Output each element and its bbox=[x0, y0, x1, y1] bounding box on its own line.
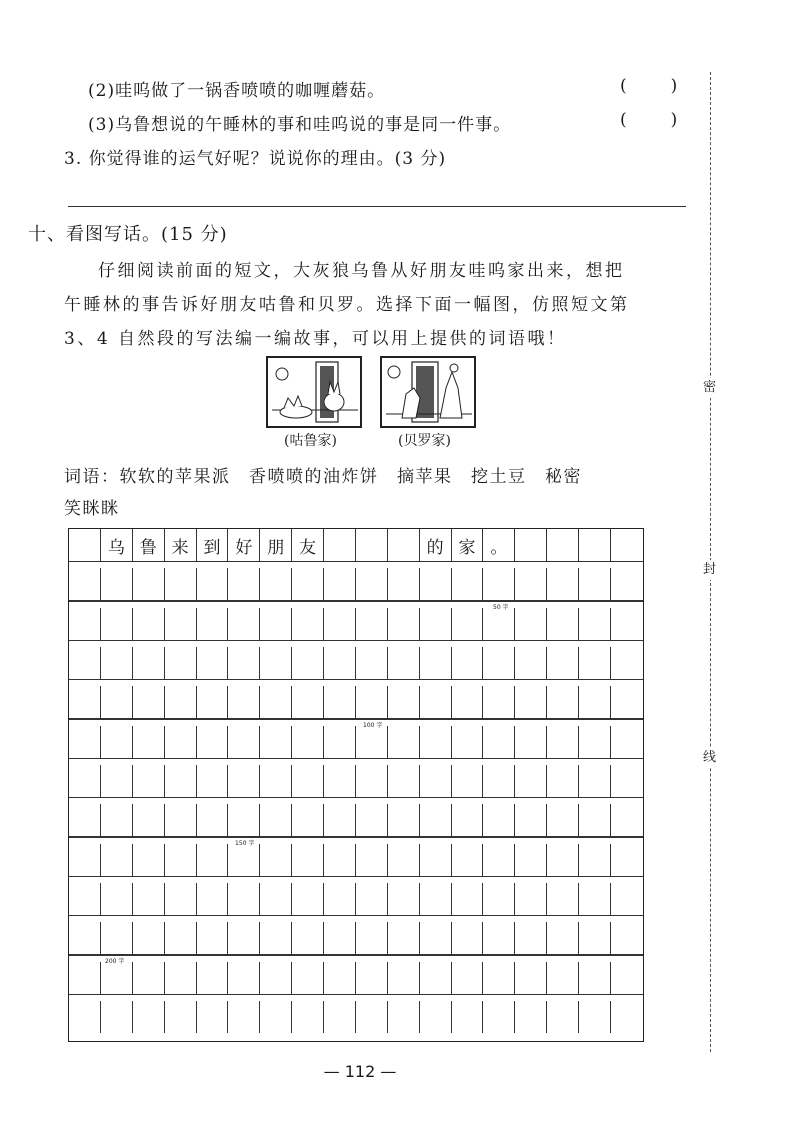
question-3-opinion: 3. 你觉得谁的运气好呢？说说你的理由。(3 分) bbox=[64, 149, 447, 169]
grid-cell[interactable] bbox=[356, 686, 388, 718]
grid-cell[interactable] bbox=[420, 883, 452, 915]
grid-cell[interactable] bbox=[260, 1001, 292, 1033]
grid-cell[interactable] bbox=[579, 765, 611, 797]
grid-row[interactable] bbox=[69, 922, 643, 954]
grid-cell[interactable] bbox=[197, 922, 229, 954]
grid-cell[interactable] bbox=[197, 804, 229, 836]
grid-cell[interactable] bbox=[452, 647, 484, 679]
grid-cell[interactable] bbox=[133, 844, 165, 876]
grid-cell[interactable] bbox=[69, 647, 101, 679]
grid-row[interactable] bbox=[69, 883, 643, 915]
grid-cell[interactable] bbox=[515, 844, 547, 876]
grid-cell[interactable] bbox=[228, 962, 260, 994]
grid-spacer-line bbox=[69, 640, 643, 641]
grid-cell[interactable] bbox=[356, 1001, 388, 1033]
grid-cell[interactable] bbox=[420, 647, 452, 679]
grid-cell[interactable] bbox=[420, 726, 452, 758]
grid-cell[interactable] bbox=[133, 883, 165, 915]
grid-cell[interactable] bbox=[388, 686, 420, 718]
grid-row[interactable] bbox=[69, 804, 643, 836]
grid-cell[interactable] bbox=[579, 568, 611, 600]
grid-cell[interactable] bbox=[452, 962, 484, 994]
grid-cell[interactable] bbox=[611, 726, 643, 758]
grid-cell[interactable] bbox=[228, 568, 260, 600]
grid-cell[interactable] bbox=[197, 844, 229, 876]
grid-cell[interactable] bbox=[197, 647, 229, 679]
answer-bracket-2[interactable] bbox=[620, 76, 677, 96]
grid-cell[interactable] bbox=[292, 608, 324, 640]
binding-char-seal: 密 bbox=[703, 378, 716, 398]
grid-cell[interactable] bbox=[483, 765, 515, 797]
grid-cell[interactable] bbox=[356, 765, 388, 797]
grid-cell[interactable] bbox=[165, 922, 197, 954]
grid-cell[interactable] bbox=[388, 1001, 420, 1033]
grid-cell[interactable] bbox=[611, 844, 643, 876]
grid-cell[interactable] bbox=[547, 883, 579, 915]
grid-cell[interactable] bbox=[547, 647, 579, 679]
grid-cell[interactable] bbox=[228, 726, 260, 758]
grid-cell[interactable] bbox=[579, 883, 611, 915]
grid-cell[interactable] bbox=[356, 844, 388, 876]
grid-cell[interactable] bbox=[388, 844, 420, 876]
grid-cell[interactable] bbox=[324, 962, 356, 994]
grid-cell[interactable] bbox=[515, 804, 547, 836]
question-2: (2)哇呜做了一锅香喷喷的咖喱蘑菇。 bbox=[88, 81, 386, 101]
grid-cell[interactable] bbox=[133, 1001, 165, 1033]
grid-cell[interactable] bbox=[452, 608, 484, 640]
grid-cell[interactable] bbox=[420, 686, 452, 718]
grid-cell[interactable] bbox=[483, 883, 515, 915]
grid-cell[interactable] bbox=[452, 883, 484, 915]
grid-cell[interactable] bbox=[356, 568, 388, 600]
grid-cell[interactable] bbox=[260, 844, 292, 876]
question-3: (3)乌鲁想说的午睡林的事和哇呜说的事是同一件事。 bbox=[88, 115, 512, 135]
grid-cell[interactable] bbox=[579, 844, 611, 876]
grid-cell[interactable] bbox=[611, 647, 643, 679]
grid-cell[interactable] bbox=[388, 883, 420, 915]
grid-cell[interactable] bbox=[420, 765, 452, 797]
grid-cell[interactable] bbox=[483, 844, 515, 876]
page-number: — 112 — bbox=[323, 1062, 397, 1081]
grid-cell[interactable] bbox=[611, 883, 643, 915]
grid-cell[interactable] bbox=[165, 962, 197, 994]
grid-cell[interactable] bbox=[69, 726, 101, 758]
grid-cell[interactable] bbox=[165, 1001, 197, 1033]
grid-cell[interactable] bbox=[133, 647, 165, 679]
grid-cell[interactable] bbox=[197, 962, 229, 994]
grid-cell[interactable] bbox=[356, 647, 388, 679]
grid-cell[interactable] bbox=[101, 922, 133, 954]
grid-cell[interactable] bbox=[452, 726, 484, 758]
grid-cell[interactable] bbox=[515, 883, 547, 915]
close-paren: ) bbox=[670, 110, 678, 130]
grid-cell[interactable] bbox=[292, 726, 324, 758]
grid-spacer-line bbox=[69, 915, 643, 916]
grid-cell[interactable] bbox=[420, 844, 452, 876]
writing-grid[interactable] bbox=[68, 528, 644, 1042]
grid-cell[interactable] bbox=[483, 726, 515, 758]
grid-cell[interactable] bbox=[579, 529, 611, 561]
grid-cell[interactable] bbox=[547, 608, 579, 640]
open-paren: ( bbox=[620, 76, 627, 96]
binding-char-close: 封 bbox=[703, 560, 716, 580]
grid-cell[interactable] bbox=[452, 804, 484, 836]
close-paren: ) bbox=[670, 76, 678, 96]
grid-cell[interactable] bbox=[165, 883, 197, 915]
grid-cell[interactable] bbox=[69, 962, 101, 994]
grid-cell[interactable]: 。 bbox=[483, 529, 515, 561]
grid-cell[interactable] bbox=[133, 962, 165, 994]
grid-cell[interactable] bbox=[452, 686, 484, 718]
grid-row[interactable] bbox=[69, 647, 643, 679]
grid-cell[interactable] bbox=[228, 844, 260, 876]
grid-row[interactable] bbox=[69, 962, 643, 994]
grid-cell[interactable]: 来 bbox=[165, 529, 197, 561]
grid-cell[interactable]: 友 bbox=[292, 529, 324, 561]
grid-cell[interactable]: 鲁 bbox=[133, 529, 165, 561]
grid-cell[interactable] bbox=[611, 529, 643, 561]
grid-cell[interactable] bbox=[133, 726, 165, 758]
instruction-line-1: 仔细阅读前面的短文，大灰狼乌鲁从好朋友哇呜家出来，想把 bbox=[98, 261, 625, 281]
grid-cell[interactable] bbox=[547, 922, 579, 954]
grid-cell[interactable] bbox=[452, 1001, 484, 1033]
grid-cell[interactable] bbox=[515, 726, 547, 758]
grid-cell[interactable] bbox=[452, 568, 484, 600]
grid-cell[interactable] bbox=[515, 962, 547, 994]
grid-cell[interactable] bbox=[579, 726, 611, 758]
word-bank-line-2: 笑眯眯 bbox=[64, 499, 120, 519]
grid-cell[interactable] bbox=[197, 883, 229, 915]
grid-cell[interactable]: 到 bbox=[197, 529, 229, 561]
grid-cell[interactable] bbox=[579, 962, 611, 994]
grid-spacer-line bbox=[69, 837, 643, 838]
grid-cell[interactable] bbox=[165, 568, 197, 600]
grid-cell[interactable] bbox=[388, 529, 420, 561]
grid-cell[interactable] bbox=[515, 568, 547, 600]
grid-cell[interactable] bbox=[101, 765, 133, 797]
illustration-beiluo-house[interactable] bbox=[380, 356, 476, 428]
grid-cell[interactable] bbox=[101, 804, 133, 836]
grid-cell[interactable] bbox=[611, 608, 643, 640]
grid-cell[interactable] bbox=[228, 765, 260, 797]
grid-cell[interactable] bbox=[165, 765, 197, 797]
grid-cell[interactable] bbox=[611, 686, 643, 718]
grid-spacer-line bbox=[69, 719, 643, 720]
grid-cell[interactable] bbox=[515, 686, 547, 718]
grid-cell[interactable] bbox=[324, 647, 356, 679]
grid-spacer-line bbox=[69, 797, 643, 798]
binding-char-line: 线 bbox=[703, 748, 716, 768]
grid-cell[interactable] bbox=[420, 1001, 452, 1033]
grid-cell[interactable] bbox=[420, 962, 452, 994]
grid-cell[interactable] bbox=[260, 608, 292, 640]
grid-cell[interactable] bbox=[69, 686, 101, 718]
caption-gulu: (咕鲁家) bbox=[284, 433, 337, 449]
grid-cell[interactable] bbox=[197, 608, 229, 640]
grid-row[interactable] bbox=[69, 686, 643, 718]
grid-spacer-line bbox=[69, 758, 643, 759]
grid-cell[interactable] bbox=[483, 686, 515, 718]
answer-line[interactable] bbox=[68, 206, 686, 207]
grid-cell[interactable] bbox=[292, 765, 324, 797]
grid-cell[interactable] bbox=[611, 922, 643, 954]
grid-cell[interactable] bbox=[483, 608, 515, 640]
grid-cell[interactable] bbox=[547, 962, 579, 994]
grid-cell[interactable] bbox=[228, 647, 260, 679]
grid-cell[interactable] bbox=[611, 765, 643, 797]
grid-cell[interactable] bbox=[324, 765, 356, 797]
grid-row[interactable] bbox=[69, 568, 643, 600]
grid-cell[interactable]: 乌 bbox=[101, 529, 133, 561]
grid-cell[interactable]: 好 bbox=[228, 529, 260, 561]
grid-cell[interactable] bbox=[547, 529, 579, 561]
grid-cell[interactable] bbox=[388, 647, 420, 679]
grid-cell[interactable] bbox=[69, 608, 101, 640]
grid-cell[interactable] bbox=[420, 804, 452, 836]
grid-cell[interactable] bbox=[165, 647, 197, 679]
instruction-line-3: 3、4 自然段的写法编一编故事，可以用上提供的词语哦！ bbox=[64, 329, 567, 349]
grid-row[interactable] bbox=[69, 1001, 643, 1033]
grid-cell[interactable] bbox=[515, 608, 547, 640]
grid-cell[interactable] bbox=[356, 883, 388, 915]
grid-cell[interactable] bbox=[292, 922, 324, 954]
grid-spacer-line bbox=[69, 955, 643, 956]
grid-cell[interactable] bbox=[292, 804, 324, 836]
grid-cell[interactable] bbox=[260, 962, 292, 994]
grid-cell[interactable] bbox=[101, 883, 133, 915]
grid-cell[interactable] bbox=[452, 922, 484, 954]
grid-cell[interactable] bbox=[324, 883, 356, 915]
grid-cell[interactable] bbox=[228, 608, 260, 640]
illustration-gulu-house[interactable] bbox=[266, 356, 362, 428]
grid-cell[interactable] bbox=[69, 568, 101, 600]
grid-cell[interactable] bbox=[101, 962, 133, 994]
grid-cell[interactable] bbox=[228, 883, 260, 915]
grid-cell[interactable] bbox=[133, 922, 165, 954]
grid-cell[interactable] bbox=[515, 1001, 547, 1033]
grid-row[interactable] bbox=[69, 844, 643, 876]
grid-cell[interactable] bbox=[547, 1001, 579, 1033]
grid-cell[interactable] bbox=[69, 922, 101, 954]
answer-bracket-3[interactable] bbox=[620, 110, 677, 130]
grid-cell[interactable] bbox=[324, 568, 356, 600]
grid-cell[interactable] bbox=[579, 647, 611, 679]
grid-cell[interactable] bbox=[388, 765, 420, 797]
section-title: 十、看图写话。(15 分) bbox=[28, 224, 228, 245]
grid-cell[interactable] bbox=[356, 962, 388, 994]
grid-cell[interactable] bbox=[260, 686, 292, 718]
grid-cell[interactable] bbox=[197, 1001, 229, 1033]
caption-beiluo: (贝罗家) bbox=[398, 433, 451, 449]
grid-cell[interactable] bbox=[69, 529, 101, 561]
grid-cell[interactable] bbox=[547, 726, 579, 758]
grid-cell[interactable] bbox=[388, 726, 420, 758]
grid-cell[interactable] bbox=[197, 568, 229, 600]
grid-cell[interactable] bbox=[388, 962, 420, 994]
grid-cell[interactable] bbox=[165, 726, 197, 758]
word-count-mark: 150 字 bbox=[235, 840, 255, 847]
grid-cell[interactable] bbox=[356, 922, 388, 954]
grid-cell[interactable] bbox=[133, 568, 165, 600]
grid-cell[interactable] bbox=[324, 804, 356, 836]
grid-cell[interactable] bbox=[260, 647, 292, 679]
grid-cell[interactable] bbox=[611, 804, 643, 836]
grid-cell[interactable] bbox=[388, 608, 420, 640]
grid-cell[interactable] bbox=[547, 844, 579, 876]
grid-cell[interactable] bbox=[69, 883, 101, 915]
grid-cell[interactable] bbox=[101, 608, 133, 640]
grid-cell[interactable] bbox=[324, 1001, 356, 1033]
grid-cell[interactable] bbox=[260, 883, 292, 915]
grid-cell[interactable] bbox=[483, 647, 515, 679]
grid-cell[interactable] bbox=[515, 922, 547, 954]
grid-cell[interactable] bbox=[228, 1001, 260, 1033]
grid-cell[interactable] bbox=[515, 529, 547, 561]
grid-cell[interactable] bbox=[356, 804, 388, 836]
open-paren: ( bbox=[620, 110, 627, 130]
grid-cell[interactable] bbox=[165, 804, 197, 836]
grid-cell[interactable] bbox=[356, 529, 388, 561]
word-count-mark: 50 字 bbox=[493, 604, 509, 611]
grid-cell[interactable] bbox=[101, 647, 133, 679]
grid-cell[interactable] bbox=[165, 686, 197, 718]
grid-cell[interactable] bbox=[611, 1001, 643, 1033]
grid-cell[interactable] bbox=[101, 568, 133, 600]
grid-cell[interactable] bbox=[197, 765, 229, 797]
grid-cell[interactable] bbox=[547, 568, 579, 600]
grid-cell[interactable] bbox=[292, 1001, 324, 1033]
grid-spacer-line bbox=[69, 679, 643, 680]
grid-cell[interactable] bbox=[420, 608, 452, 640]
grid-cell[interactable] bbox=[324, 529, 356, 561]
grid-cell[interactable] bbox=[611, 962, 643, 994]
grid-cell[interactable] bbox=[260, 568, 292, 600]
grid-cell[interactable] bbox=[452, 765, 484, 797]
grid-spacer-line bbox=[69, 994, 643, 995]
grid-row[interactable] bbox=[69, 726, 643, 758]
grid-cell[interactable] bbox=[292, 962, 324, 994]
grid-cell[interactable] bbox=[324, 608, 356, 640]
grid-cell[interactable] bbox=[260, 726, 292, 758]
grid-spacer-line bbox=[69, 601, 643, 602]
grid-cell[interactable] bbox=[165, 844, 197, 876]
grid-cell[interactable] bbox=[579, 804, 611, 836]
grid-row[interactable] bbox=[69, 765, 643, 797]
grid-cell[interactable] bbox=[101, 844, 133, 876]
grid-spacer-line bbox=[69, 561, 643, 562]
grid-row[interactable] bbox=[69, 608, 643, 640]
grid-cell[interactable] bbox=[579, 608, 611, 640]
grid-cell[interactable] bbox=[197, 726, 229, 758]
grid-cell[interactable] bbox=[260, 804, 292, 836]
grid-cell[interactable] bbox=[292, 844, 324, 876]
grid-cell[interactable] bbox=[324, 844, 356, 876]
grid-cell[interactable] bbox=[515, 647, 547, 679]
grid-cell[interactable]: 家 bbox=[452, 529, 484, 561]
grid-cell[interactable] bbox=[133, 804, 165, 836]
grid-cell[interactable] bbox=[292, 883, 324, 915]
grid-cell[interactable] bbox=[388, 922, 420, 954]
grid-cell[interactable] bbox=[228, 922, 260, 954]
grid-cell[interactable] bbox=[356, 608, 388, 640]
grid-cell[interactable] bbox=[260, 922, 292, 954]
instruction-line-2: 午睡林的事告诉好朋友咕鲁和贝罗。选择下面一幅图，仿照短文第 bbox=[64, 295, 630, 315]
grid-cell[interactable] bbox=[101, 686, 133, 718]
grid-cell[interactable] bbox=[483, 568, 515, 600]
grid-cell[interactable] bbox=[483, 804, 515, 836]
grid-cell[interactable] bbox=[228, 686, 260, 718]
grid-cell[interactable] bbox=[197, 686, 229, 718]
grid-cell[interactable] bbox=[547, 686, 579, 718]
grid-cell[interactable] bbox=[547, 804, 579, 836]
grid-cell[interactable] bbox=[69, 1001, 101, 1033]
grid-cell[interactable] bbox=[69, 844, 101, 876]
grid-cell[interactable] bbox=[420, 568, 452, 600]
grid-cell[interactable] bbox=[579, 922, 611, 954]
grid-cell[interactable] bbox=[69, 765, 101, 797]
grid-cell[interactable] bbox=[579, 686, 611, 718]
grid-cell[interactable] bbox=[547, 765, 579, 797]
grid-cell[interactable] bbox=[133, 765, 165, 797]
grid-cell[interactable] bbox=[292, 647, 324, 679]
grid-cell[interactable] bbox=[133, 686, 165, 718]
grid-cell[interactable] bbox=[324, 922, 356, 954]
grid-spacer-line bbox=[69, 876, 643, 877]
grid-cell[interactable] bbox=[388, 568, 420, 600]
grid-cell[interactable] bbox=[579, 1001, 611, 1033]
grid-cell[interactable] bbox=[452, 844, 484, 876]
grid-cell[interactable] bbox=[483, 922, 515, 954]
grid-cell[interactable]: 朋 bbox=[260, 529, 292, 561]
grid-cell[interactable] bbox=[228, 804, 260, 836]
word-bank-line-1: 词语：软软的苹果派 香喷喷的油炸饼 摘苹果 挖土豆 秘密 bbox=[64, 467, 582, 487]
grid-cell[interactable] bbox=[515, 765, 547, 797]
grid-cell[interactable] bbox=[292, 568, 324, 600]
grid-cell[interactable] bbox=[388, 804, 420, 836]
grid-cell[interactable] bbox=[69, 804, 101, 836]
grid-cell[interactable]: 的 bbox=[420, 529, 452, 561]
grid-cell[interactable] bbox=[483, 1001, 515, 1033]
grid-cell[interactable] bbox=[420, 922, 452, 954]
grid-cell[interactable] bbox=[101, 726, 133, 758]
grid-cell[interactable] bbox=[292, 686, 324, 718]
grid-cell[interactable] bbox=[483, 962, 515, 994]
grid-cell[interactable] bbox=[101, 1001, 133, 1033]
grid-cell[interactable] bbox=[324, 726, 356, 758]
grid-cell[interactable] bbox=[260, 765, 292, 797]
grid-cell[interactable] bbox=[324, 686, 356, 718]
grid-cell[interactable] bbox=[165, 608, 197, 640]
grid-cell[interactable] bbox=[133, 608, 165, 640]
grid-row-first[interactable] bbox=[69, 529, 643, 561]
grid-cell[interactable] bbox=[356, 726, 388, 758]
word-count-mark: 100 字 bbox=[363, 722, 383, 729]
grid-cell[interactable] bbox=[611, 568, 643, 600]
word-count-mark: 200 字 bbox=[105, 958, 125, 965]
